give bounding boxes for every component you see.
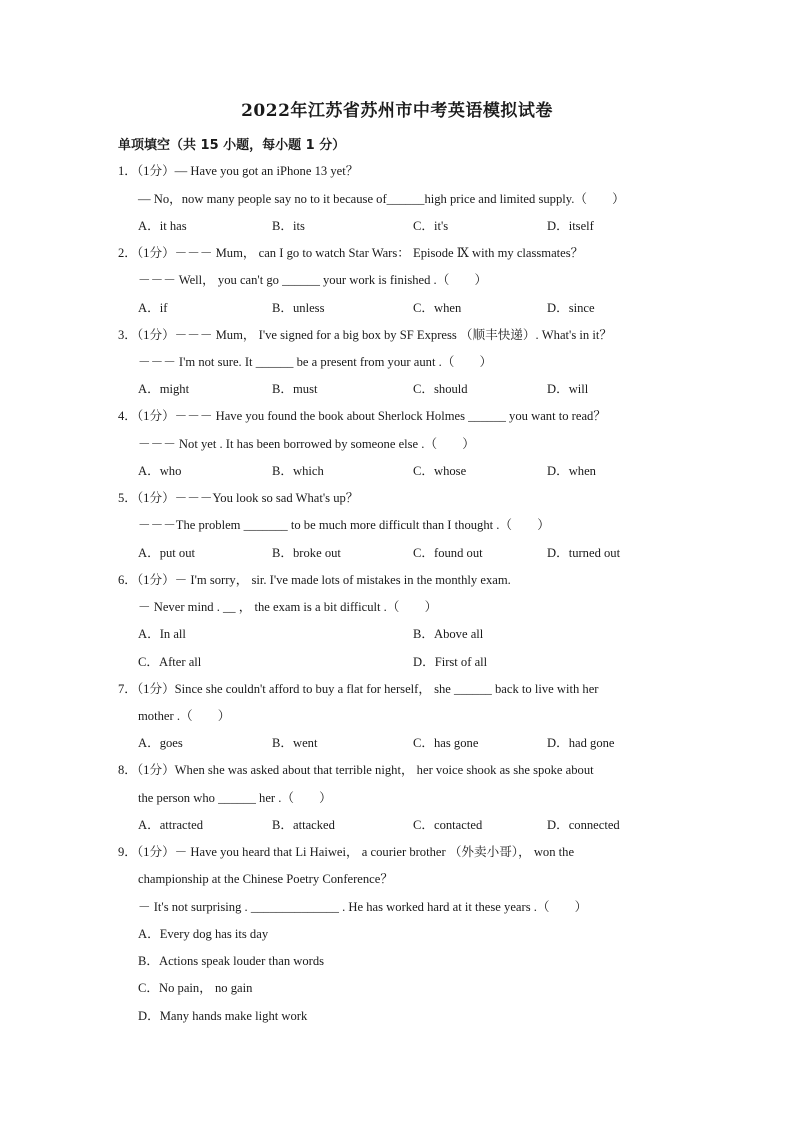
question-8-option-d[interactable]: D．connected — [547, 818, 620, 832]
question-4-option-d[interactable]: D．when — [547, 464, 596, 478]
question-7-line-1: 7．（1分）Since she couldn't afford to buy a flat for herself， she ______ back to live with her — [118, 682, 599, 696]
question-5-line-2: －－－The problem _______ to be much more difficult than I thought .（ ） — [138, 518, 550, 532]
question-3-option-b[interactable]: B．must — [272, 382, 318, 396]
question-4-option-b[interactable]: B．which — [272, 464, 324, 478]
question-2-line-1: 2．（1分）－－－ Mum， can I go to watch Star Wars： Episode Ⅸ with my classmates？ — [118, 246, 584, 260]
question-9-option-d[interactable]: D．Many hands make light work — [138, 1009, 308, 1023]
question-5-line-1: 5．（1分）－－－You look so sad What's up？ — [118, 491, 359, 505]
question-8-line-2: the person who ______ her .（ ） — [138, 791, 332, 805]
question-1-option-c[interactable]: C．it's — [413, 219, 449, 233]
question-2-option-a[interactable]: A．if — [138, 301, 168, 315]
question-4-line-1: 4．（1分）－－－ Have you found the book about Sherlock Holmes ______ you want to read？ — [118, 409, 606, 423]
question-4-option-c[interactable]: C．whose — [413, 464, 467, 478]
question-1-line-2: — No，now many people say no to it because of______high price and limited supply.（ ） — [138, 192, 625, 206]
question-1-option-b[interactable]: B．its — [272, 219, 305, 233]
question-3-option-d[interactable]: D．will — [547, 382, 589, 396]
question-1-option-d[interactable]: D．itself — [547, 219, 594, 233]
question-9-option-b[interactable]: B．Actions speak louder than words — [138, 954, 325, 968]
question-9-line-1: 9．（1分）－ Have you heard that Li Haiwei， a courier brother （外卖小哥）， won the — [118, 845, 575, 859]
question-8-option-b[interactable]: B．attacked — [272, 818, 335, 832]
question-2-option-c[interactable]: C．when — [413, 301, 462, 315]
exam-title: 2022年江苏省苏州市中考英语模拟试卷 — [241, 101, 553, 121]
question-9-option-a[interactable]: A．Every dog has its day — [138, 927, 269, 941]
question-3-option-a[interactable]: A．might — [138, 382, 190, 396]
question-8-option-c[interactable]: C．contacted — [413, 818, 483, 832]
section-heading: 单项填空（共 15 小题，每小题 1 分） — [118, 138, 346, 153]
question-5-option-b[interactable]: B．broke out — [272, 546, 341, 560]
question-7-option-d[interactable]: D．had gone — [547, 736, 615, 750]
question-7-option-a[interactable]: A．goes — [138, 736, 183, 750]
question-7-line-2: mother .（ ） — [138, 709, 231, 723]
question-5-option-d[interactable]: D．turned out — [547, 546, 621, 560]
question-7-option-b[interactable]: B．went — [272, 736, 318, 750]
question-1-line-1: 1．（1分）— Have you got an iPhone 13 yet？ — [118, 164, 359, 178]
question-6-line-2: － Never mind . __ ， the exam is a bit difficult .（ ） — [138, 600, 438, 614]
question-6-line-1: 6．（1分）－ I'm sorry， sir. I've made lots of mistakes in the monthly exam. — [118, 573, 511, 587]
question-5-option-c[interactable]: C．found out — [413, 546, 483, 560]
question-4-line-2: －－－ Not yet . It has been borrowed by someone else .（ ） — [138, 437, 475, 451]
question-2-line-2: －－－ Well， you can't go ______ your work is finished .（ ） — [138, 273, 488, 287]
question-5-option-a[interactable]: A．put out — [138, 546, 196, 560]
question-9-line-3: － It's not surprising . ______________ . He has worked hard at it these years .（ ） — [138, 900, 588, 914]
question-6-option-d[interactable]: D．First of all — [413, 655, 488, 669]
question-3-line-2: －－－ I'm not sure. It ______ be a present from your aunt .（ ） — [138, 355, 493, 369]
question-9-option-c[interactable]: C．No pain， no gain — [138, 981, 253, 995]
question-9-line-2: championship at the Chinese Poetry Conference？ — [138, 872, 393, 886]
question-6-option-b[interactable]: B．Above all — [413, 627, 484, 641]
question-8-line-1: 8．（1分）When she was asked about that terrible night， her voice shook as she spoke about — [118, 763, 594, 777]
question-2-option-d[interactable]: D．since — [547, 301, 595, 315]
question-1-option-a[interactable]: A．it has — [138, 219, 187, 233]
question-3-line-1: 3．（1分）－－－ Mum， I've signed for a big box by SF Express （顺丰快递）. What's in it？ — [118, 328, 612, 342]
question-8-option-a[interactable]: A．attracted — [138, 818, 204, 832]
question-6-option-c[interactable]: C．After all — [138, 655, 202, 669]
question-3-option-c[interactable]: C．should — [413, 382, 468, 396]
question-2-option-b[interactable]: B．unless — [272, 301, 325, 315]
question-7-option-c[interactable]: C．has gone — [413, 736, 479, 750]
question-4-option-a[interactable]: A．who — [138, 464, 182, 478]
question-6-option-a[interactable]: A．In all — [138, 627, 186, 641]
